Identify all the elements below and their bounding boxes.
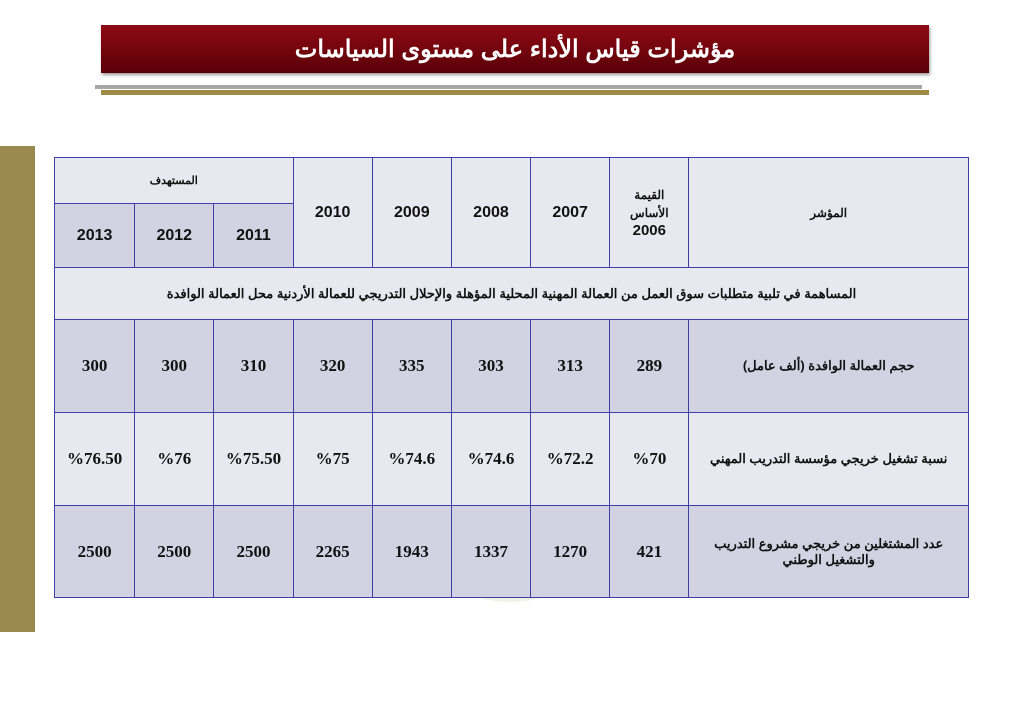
cell-value: %75	[293, 413, 372, 506]
cell-value: 320	[293, 320, 372, 413]
cell-value: 289	[610, 320, 689, 413]
cell-value: %76	[135, 413, 214, 506]
header-baseline-year: 2006	[632, 221, 666, 239]
side-accent-bar	[0, 146, 35, 632]
header-year: 2010	[293, 158, 372, 268]
cell-value: %76.50	[55, 413, 135, 506]
title-banner	[101, 25, 929, 73]
header-target-year: 2011	[214, 204, 293, 268]
cell-value: 335	[372, 320, 451, 413]
cell-value: 1943	[372, 506, 451, 598]
cell-value: 300	[135, 320, 214, 413]
cell-value: %70	[610, 413, 689, 506]
cell-value: %75.50	[214, 413, 293, 506]
table-row	[55, 320, 969, 413]
cell-value: %74.6	[451, 413, 530, 506]
divider-gray	[95, 85, 922, 89]
table-row	[55, 413, 969, 506]
cell-value: 1337	[451, 506, 530, 598]
header-target-year: 2012	[135, 204, 214, 268]
cell-value: %72.2	[531, 413, 610, 506]
cell-value: 313	[531, 320, 610, 413]
header-target-year: 2013	[55, 204, 135, 268]
cell-value: 2500	[214, 506, 293, 598]
header-year: 2009	[372, 158, 451, 268]
divider-gold	[101, 90, 929, 95]
header-baseline	[610, 158, 689, 268]
row-indicator: عدد المشتغلين من خريجي مشروع التدريب والتشغيل الوطني	[689, 506, 969, 598]
header-year: 2007	[531, 158, 610, 268]
table-row	[55, 506, 969, 598]
cell-value: 2500	[135, 506, 214, 598]
cell-value: 303	[451, 320, 530, 413]
cell-value: %74.6	[372, 413, 451, 506]
header-year: 2008	[451, 158, 530, 268]
cell-value: 421	[610, 506, 689, 598]
page-title: مؤشرات قياس الأداء على مستوى السياسات	[294, 35, 736, 63]
header-target: المستهدف	[55, 158, 294, 204]
cell-value: 310	[214, 320, 293, 413]
header-baseline-label-1: القيمة	[634, 187, 665, 202]
cell-value: 300	[55, 320, 135, 413]
header-baseline-label-2: الأساس	[630, 205, 669, 220]
cell-value: 2500	[55, 506, 135, 598]
row-indicator: نسبة تشغيل خريجي مؤسسة التدريب المهني	[689, 413, 969, 506]
cell-value: 2265	[293, 506, 372, 598]
performance-indicators-table	[54, 157, 969, 598]
row-indicator: حجم العمالة الوافدة (ألف عامل)	[689, 320, 969, 413]
header-indicator: المؤشر	[689, 158, 969, 268]
section-title: المساهمة في تلبية متطلبات سوق العمل من العمالة المهنية المحلية المؤهلة والإحلال التدريجي للعمالة الأردنية محل العمالة الوافدة	[55, 268, 969, 320]
cell-value: 1270	[531, 506, 610, 598]
